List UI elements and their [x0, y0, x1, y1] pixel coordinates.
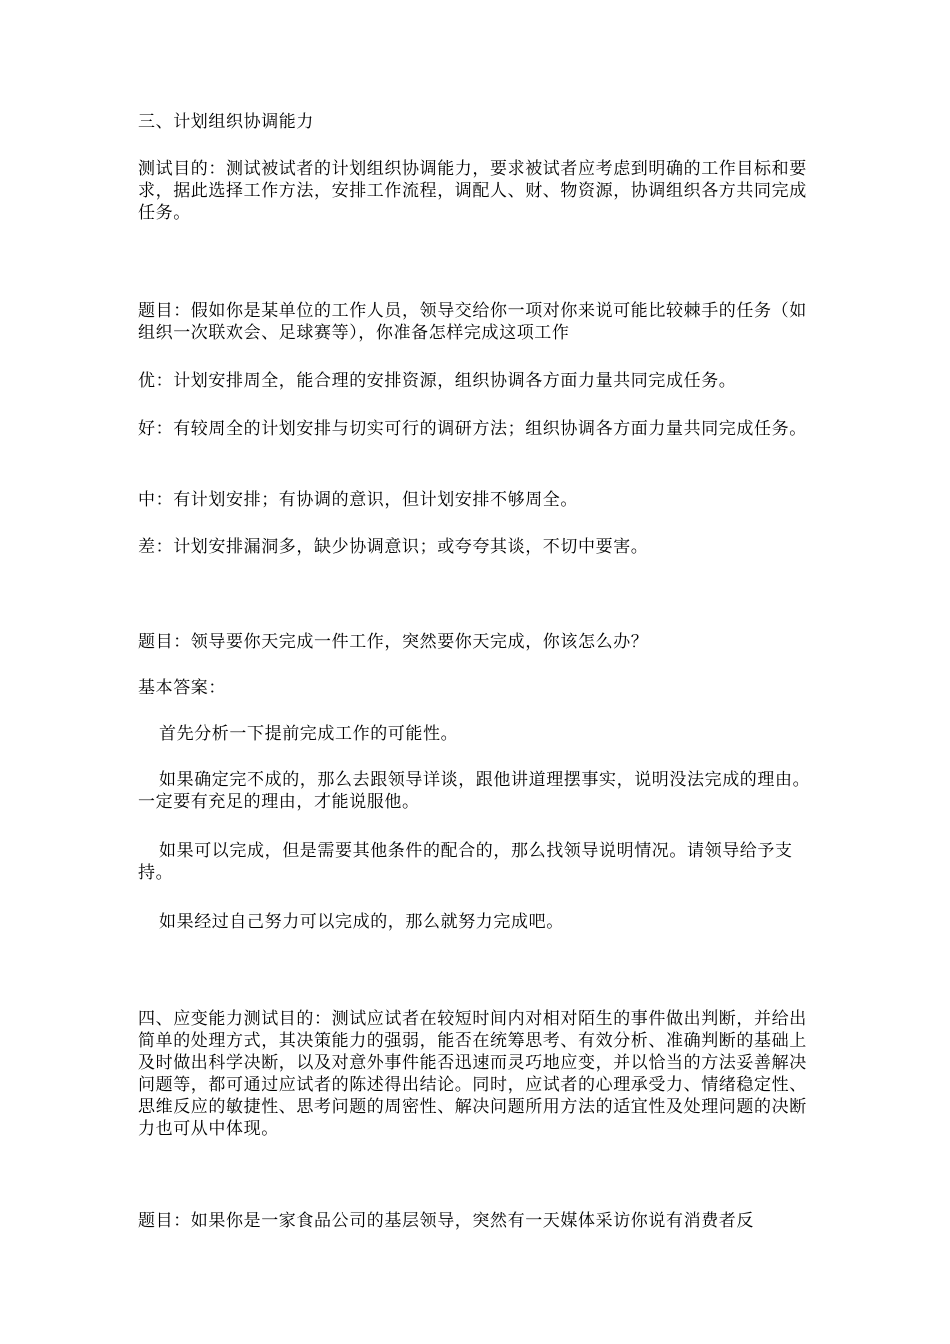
- section-body: 四、应变能力测试目的：测试应试者在较短时间内对相对陌生的事件做出判断，并给出简单的处理方式，其决策能力的强弱，能否在统筹思考、有效分析、准确判断的基础上及时做出科学决断，以及对意外事件能否迅速而灵巧地应变，并以恰当的方法妥善解决问题等，都可通过应试者的陈述得出结论。同时，应试者的心理承受力、情绪稳定性、思维反应的敏捷性、思考问题的周密性、解决问题所用方法的适宜性及处理问题的决断力也可从中体现。: [138, 1009, 807, 1139]
- answer-label: 基本答案：: [138, 678, 226, 698]
- question-text: 题目：假如你是某单位的工作人员，领导交给你一项对你来说可能比较棘手的任务（如组织一次联欢会、足球赛等），你准备怎样完成这项工作: [138, 301, 807, 343]
- answer-paragraph: 首先分析一下提前完成工作的可能性。: [159, 724, 459, 744]
- answer-paragraph: 如果经过自己努力可以完成的，那么就努力完成吧。: [159, 912, 564, 932]
- question-text: 题目：领导要你天完成一件工作，突然要你天完成，你该怎么办？: [138, 632, 649, 652]
- question-text: 题目：如果你是一家食品公司的基层领导，突然有一天媒体采访你说有消费者反: [138, 1211, 754, 1231]
- grade-good: 好：有较周全的计划安排与切实可行的调研方法；组织协调各方面力量共同完成任务。: [138, 419, 807, 439]
- grade-excellent: 优：计划安排周全，能合理的安排资源，组织协调各方面力量共同完成任务。: [138, 371, 737, 391]
- answer-paragraph: 如果确定完不成的，那么去跟领导详谈，跟他讲道理摆事实，说明没法完成的理由。一定要有充足的理由，才能说服他。: [138, 770, 811, 812]
- grade-poor: 差：计划安排漏洞多，缺少协调意识；或夸夸其谈，不切中要害。: [138, 537, 649, 557]
- section-heading: 三、计划组织协调能力: [138, 112, 314, 132]
- grade-medium: 中：有计划安排；有协调的意识，但计划安排不够周全。: [138, 490, 578, 510]
- section-purpose: 测试目的：测试被试者的计划组织协调能力，要求被试者应考虑到明确的工作目标和要求，据此选择工作方法，安排工作流程，调配人、财、物资源，协调组织各方共同完成任务。: [138, 159, 807, 223]
- answer-paragraph: 如果可以完成，但是需要其他条件的配合的，那么找领导说明情况。请领导给予支持。: [138, 841, 793, 883]
